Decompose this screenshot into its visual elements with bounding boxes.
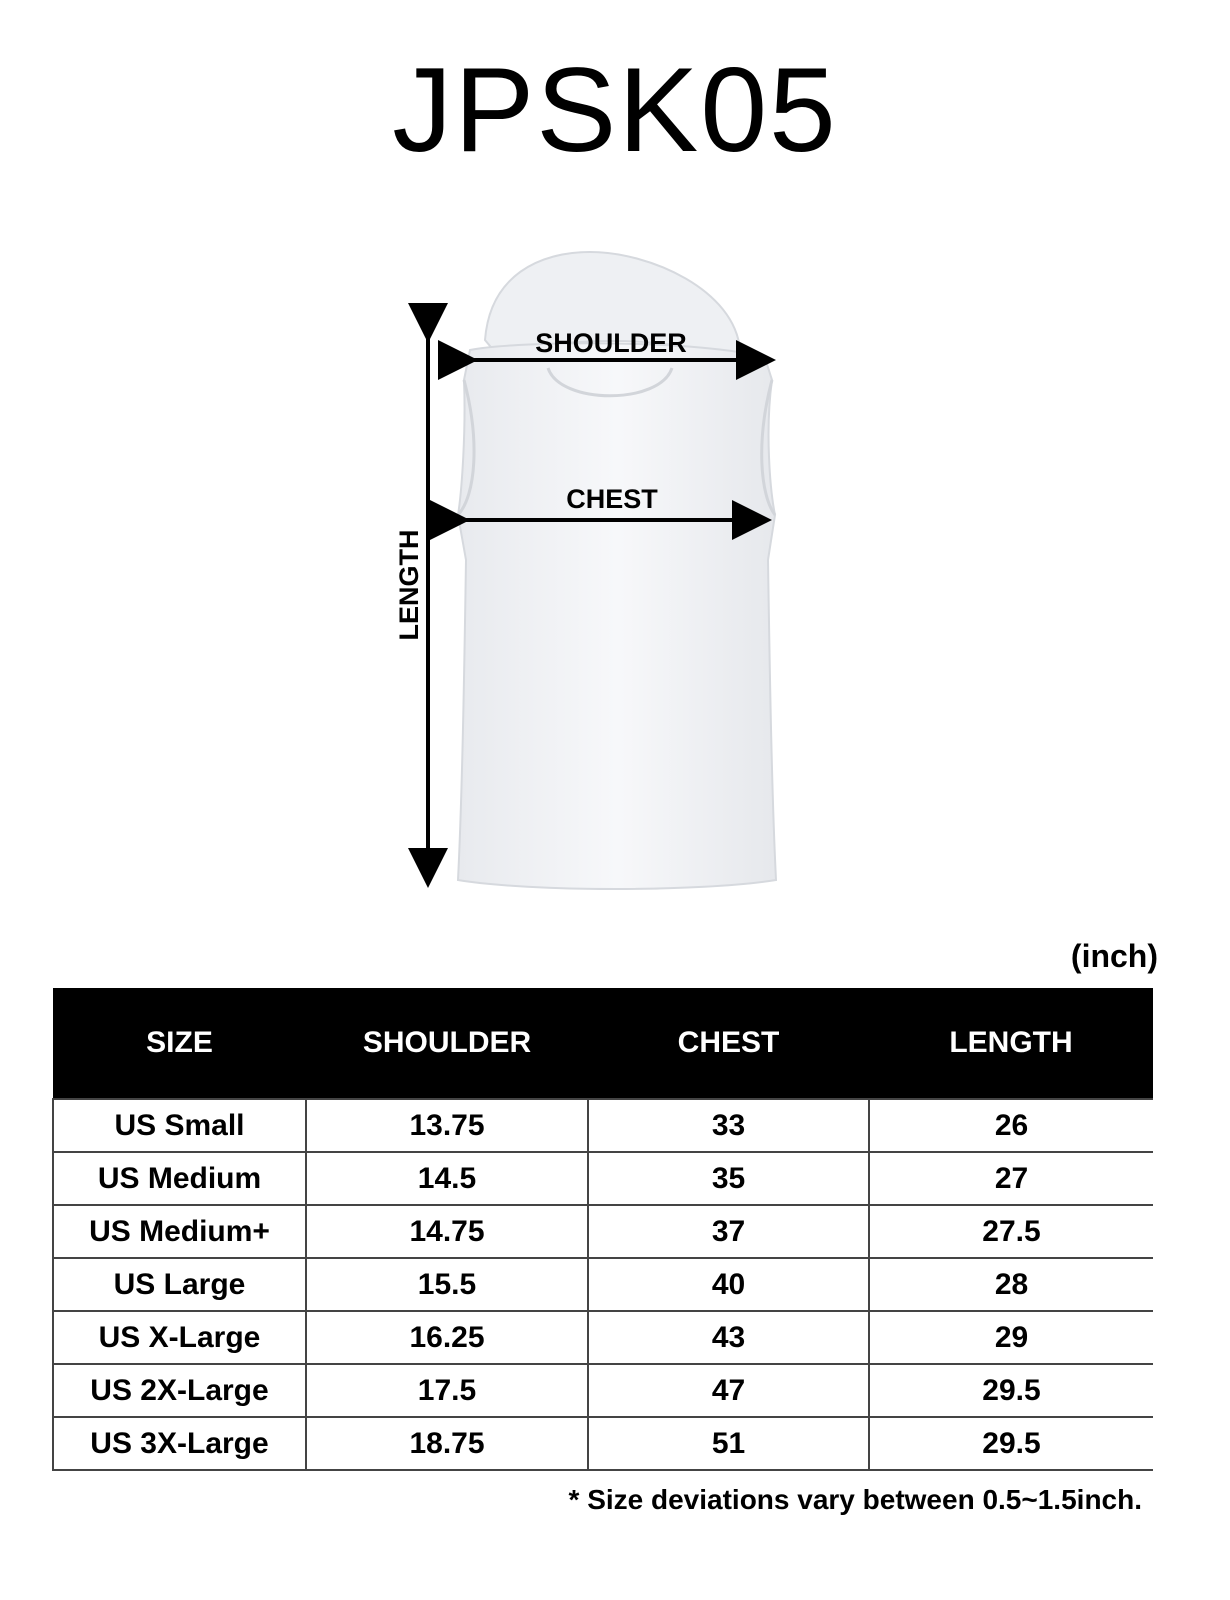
table-cell: US Large	[53, 1258, 306, 1311]
table-cell: 18.75	[306, 1417, 588, 1470]
table-row	[53, 1205, 1153, 1258]
table-cell: US Small	[53, 1099, 306, 1152]
table-cell: 17.5	[306, 1364, 588, 1417]
table-cell: 26	[869, 1099, 1153, 1152]
column-header: LENGTH	[869, 988, 1153, 1099]
table-cell: 27	[869, 1152, 1153, 1205]
table-row	[53, 1152, 1153, 1205]
garment-measurement-figure	[0, 240, 1230, 920]
table-cell: 29	[869, 1311, 1153, 1364]
column-header: CHEST	[588, 988, 869, 1099]
table-cell: 51	[588, 1417, 869, 1470]
table-cell: 29.5	[869, 1364, 1153, 1417]
table-cell: 16.25	[306, 1311, 588, 1364]
table-cell: 33	[588, 1099, 869, 1152]
table-cell: 14.75	[306, 1205, 588, 1258]
table-cell: 15.5	[306, 1258, 588, 1311]
table-header-row	[53, 988, 1153, 1099]
table-cell: 43	[588, 1311, 869, 1364]
table-cell: 13.75	[306, 1099, 588, 1152]
tank-top-illustration	[0, 240, 1230, 920]
table-row	[53, 1258, 1153, 1311]
table-cell: 28	[869, 1258, 1153, 1311]
table-cell: US Medium+	[53, 1205, 306, 1258]
unit-label: (inch)	[1070, 938, 1158, 974]
table-row	[53, 1364, 1153, 1417]
column-header: SHOULDER	[306, 988, 588, 1099]
table-cell: 14.5	[306, 1152, 588, 1205]
column-header: SIZE	[53, 988, 306, 1099]
length-label: LENGTH	[394, 529, 424, 641]
table-cell: 40	[588, 1258, 869, 1311]
table-cell: US 2X-Large	[53, 1364, 306, 1417]
table-cell: US X-Large	[53, 1311, 306, 1364]
shoulder-label: SHOULDER	[535, 328, 687, 358]
table-cell: 37	[588, 1205, 869, 1258]
table-row	[53, 1417, 1153, 1470]
table-cell: 35	[588, 1152, 869, 1205]
table-cell: US 3X-Large	[53, 1417, 306, 1470]
size-chart-table	[52, 988, 1153, 1471]
table-cell: 27.5	[869, 1205, 1153, 1258]
table-row	[53, 1099, 1153, 1152]
table-cell: 29.5	[869, 1417, 1153, 1470]
chest-label: CHEST	[566, 484, 658, 514]
product-model-title: JPSK05	[392, 43, 838, 177]
size-deviation-note: * Size deviations vary between 0.5~1.5inch.	[568, 1484, 1142, 1515]
table-cell: US Medium	[53, 1152, 306, 1205]
table-row	[53, 1311, 1153, 1364]
table-cell: 47	[588, 1364, 869, 1417]
shirt-body-shape	[458, 343, 776, 889]
